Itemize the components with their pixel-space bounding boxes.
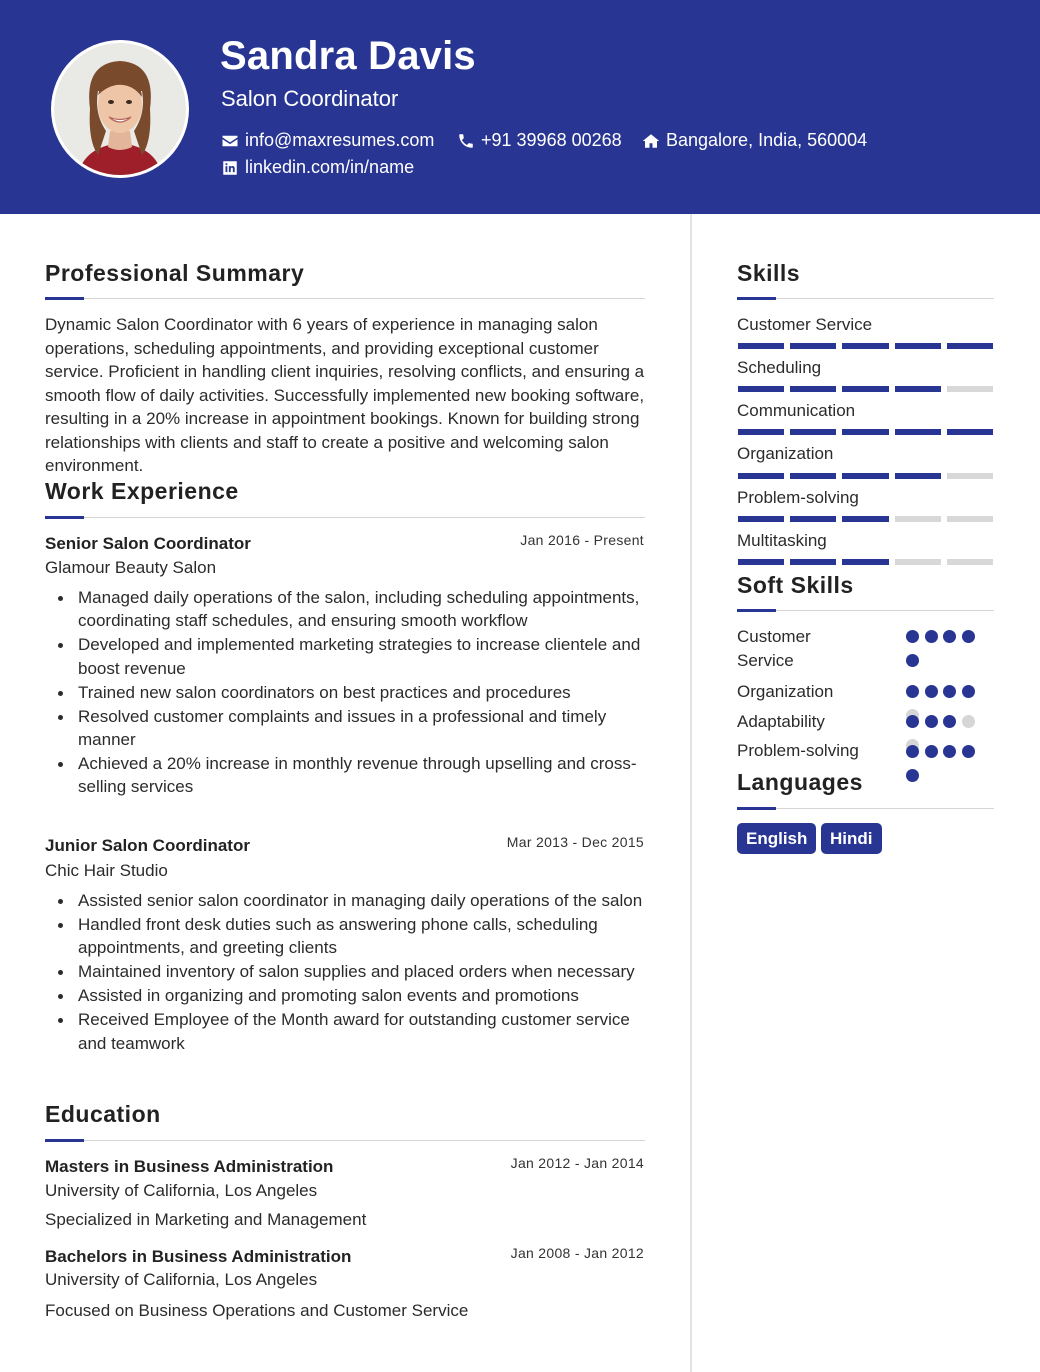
skill-name: Scheduling	[737, 358, 822, 377]
skill-name: Problem-solving	[737, 488, 859, 507]
list-item: Trained new salon coordinators on best practices and procedures	[78, 681, 648, 704]
skill-bar-segment	[842, 429, 888, 435]
rating-dot	[962, 745, 975, 758]
profile-photo	[51, 40, 189, 178]
rating-dot	[925, 685, 938, 698]
list-item: Maintained inventory of salon supplies and placed orders when necessary	[78, 960, 648, 983]
skill-name: Customer Service	[737, 315, 873, 334]
rating-dot	[906, 685, 919, 698]
skill-name: Communication	[737, 401, 856, 420]
soft-skill-name: Organization	[737, 682, 834, 701]
rating-dot	[943, 715, 956, 728]
skill-bar-segment	[738, 473, 784, 479]
rating-dot	[943, 745, 956, 758]
education-heading: Education	[45, 1101, 161, 1127]
rating-dot	[906, 769, 919, 782]
skill-level-bar	[738, 516, 993, 522]
summary-text: Dynamic Salon Coordinator with 6 years of experience in managing salon operations, scheduling appointments, and providing exceptional customer service. Proficient in handling client inquiries, resolving conflicts, and ensuring a smooth flow of daily activities. Successfully implemented new booking software, resulting in a 20% increase in appointment bookings. Known for building strong relationships with clients and staff to create a positive and welcoming salon environment.	[45, 315, 645, 475]
language-badge: English	[737, 823, 816, 854]
skill-level-bar	[738, 386, 993, 392]
soft-skill-name: Adaptability	[737, 712, 825, 731]
skill-bar-segment	[738, 559, 784, 565]
resume-header	[0, 0, 1040, 214]
linkedin-text: linkedin.com/in/name	[245, 157, 415, 177]
person-portrait-icon	[54, 43, 186, 175]
list-item: Managed daily operations of the salon, including scheduling appointments, coordinating staff schedules, and ensuring smooth workflow	[78, 586, 648, 633]
skill-bar-segment	[895, 473, 941, 479]
languages-rule	[737, 808, 994, 809]
school-name: University of California, Los Angeles	[45, 1181, 318, 1200]
job-company: Chic Hair Studio	[45, 861, 168, 880]
contact-location	[642, 130, 867, 151]
list-item: Assisted senior salon coordinator in managing daily operations of the salon	[78, 889, 648, 912]
skill-bar-segment	[790, 473, 836, 479]
rating-dot	[962, 685, 975, 698]
candidate-title: Salon Coordinator	[221, 86, 399, 111]
skill-bar-segment	[790, 386, 836, 392]
education-dates: Jan 2008 - Jan 2012	[510, 1245, 644, 1261]
skill-bar-segment	[842, 559, 888, 565]
job-title: Senior Salon Coordinator	[45, 534, 251, 553]
skill-level-bar	[738, 473, 993, 479]
languages-heading: Languages	[737, 769, 863, 795]
contact-linkedin[interactable]	[221, 157, 414, 178]
job-bullets	[78, 889, 648, 1056]
skill-bar-segment	[895, 343, 941, 349]
skill-name: Organization	[737, 444, 834, 463]
education-description: Focused on Business Operations and Customer Service	[45, 1301, 469, 1320]
language-badge: Hindi	[821, 823, 882, 854]
rating-dot	[906, 745, 919, 758]
skill-bar-segment	[842, 516, 888, 522]
list-item: Developed and implemented marketing strategies to increase clientele and boost revenue	[78, 633, 648, 680]
skill-bar-segment	[947, 386, 993, 392]
home-icon	[642, 132, 660, 150]
contact-phone[interactable]	[457, 130, 622, 151]
skill-bar-segment	[842, 473, 888, 479]
job-dates: Mar 2013 - Dec 2015	[506, 834, 644, 850]
degree-title: Masters in Business Administration	[45, 1157, 334, 1176]
skill-bar-segment	[895, 429, 941, 435]
soft-skills-rule	[737, 610, 994, 611]
skill-bar-segment	[738, 386, 784, 392]
skill-bar-segment	[895, 386, 941, 392]
rating-dot	[906, 630, 919, 643]
skill-bar-segment	[790, 429, 836, 435]
skill-bar-segment	[947, 516, 993, 522]
soft-skills-heading: Soft Skills	[737, 572, 854, 598]
job-bullets	[78, 586, 648, 799]
skill-level-bar	[738, 429, 993, 435]
phone-text: +91 39968 00268	[481, 130, 622, 150]
skill-bar-segment	[947, 429, 993, 435]
list-item: Received Employee of the Month award for outstanding customer service and teamwork	[78, 1008, 648, 1055]
skills-heading: Skills	[737, 260, 801, 286]
skill-bar-segment	[947, 343, 993, 349]
rating-dot	[906, 715, 919, 728]
rating-dot	[906, 654, 919, 667]
skill-bar-segment	[738, 429, 784, 435]
skill-bar-segment	[842, 343, 888, 349]
skill-bar-segment	[895, 559, 941, 565]
soft-skill-name: Problem-solving	[737, 741, 859, 760]
rating-dot	[962, 630, 975, 643]
soft-skill-rating	[906, 630, 978, 667]
skill-bar-segment	[790, 559, 836, 565]
skill-bar-segment	[738, 516, 784, 522]
rating-dot	[925, 745, 938, 758]
email-text: info@maxresumes.com	[245, 130, 435, 150]
skill-bar-segment	[790, 516, 836, 522]
rating-dot	[943, 630, 956, 643]
skill-bar-segment	[738, 343, 784, 349]
skill-bar-segment	[842, 386, 888, 392]
rating-dot	[943, 685, 956, 698]
summary-heading: Professional Summary	[45, 260, 305, 286]
list-item: Resolved customer complaints and issues in a professional and timely manner	[78, 705, 648, 752]
education-rule	[45, 1140, 645, 1141]
candidate-name: Sandra Davis	[220, 34, 476, 78]
skill-level-bar	[738, 343, 993, 349]
job-dates: Jan 2016 - Present	[520, 532, 644, 548]
contact-email[interactable]	[221, 130, 434, 151]
skill-bar-segment	[947, 473, 993, 479]
education-dates: Jan 2012 - Jan 2014	[510, 1155, 644, 1171]
skill-level-bar	[738, 559, 993, 565]
job-title: Junior Salon Coordinator	[45, 836, 250, 855]
skill-bar-segment	[947, 559, 993, 565]
job-company: Glamour Beauty Salon	[45, 558, 217, 577]
skill-bar-segment	[895, 516, 941, 522]
experience-rule	[45, 517, 645, 518]
skills-rule	[737, 298, 994, 299]
rating-dot	[962, 715, 975, 728]
envelope-icon	[221, 132, 239, 150]
degree-title: Bachelors in Business Administration	[45, 1247, 352, 1266]
summary-rule	[45, 298, 645, 299]
linkedin-icon	[221, 159, 239, 177]
list-item: Achieved a 20% increase in monthly revenue through upselling and cross-selling services	[78, 752, 648, 799]
list-item: Assisted in organizing and promoting salon events and promotions	[78, 984, 648, 1007]
rating-dot	[925, 715, 938, 728]
skill-bar-segment	[790, 343, 836, 349]
phone-icon	[457, 132, 475, 150]
soft-skill-rating	[906, 745, 978, 782]
column-divider	[690, 214, 692, 1372]
list-item: Handled front desk duties such as answering phone calls, scheduling appointments, and greeting clients	[78, 913, 648, 960]
location-text: Bangalore, India, 560004	[666, 130, 868, 150]
soft-skill-name: Customer Service	[737, 627, 811, 670]
skill-name: Multitasking	[737, 531, 827, 550]
experience-heading: Work Experience	[45, 478, 239, 504]
school-name: University of California, Los Angeles	[45, 1270, 318, 1289]
education-description: Specialized in Marketing and Management	[45, 1210, 367, 1229]
rating-dot	[925, 630, 938, 643]
